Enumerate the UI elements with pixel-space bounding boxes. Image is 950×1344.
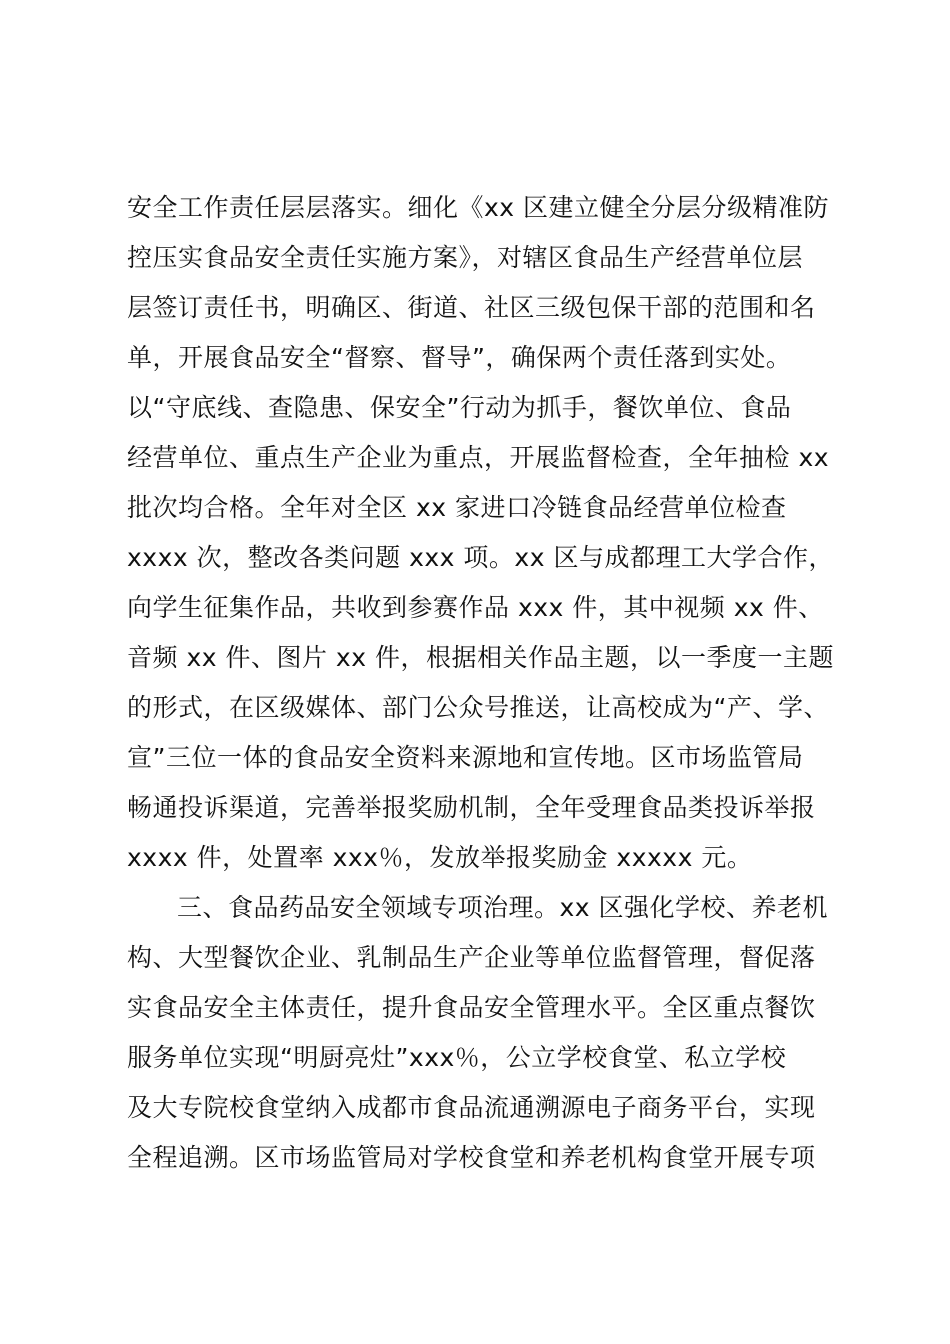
text-line: 全程追溯。区市场监管局对学校食堂和养老机构食堂开展专项 (127, 1143, 816, 1172)
text-line: 控压实食品安全责任实施方案》，对辖区食品生产经营单位层 (127, 243, 804, 272)
text-line: 畅通投诉渠道，完善举报奖励机制，全年受理食品类投诉举报 (127, 793, 816, 822)
text-line: 服务单位实现“明厨亮灶”xxx％，公立学校食堂、私立学校 (127, 1043, 787, 1072)
text-line: 构、大型餐饮企业、乳制品生产企业等单位监督管理，督促落 (127, 943, 816, 972)
text-line: 实食品安全主体责任，提升食品安全管理水平。全区重点餐饮 (127, 993, 816, 1022)
text-line: 批次均合格。全年对全区 xx 家进口冷链食品经营单位检查 (127, 493, 787, 522)
text-line: 以“守底线、查隐患、保安全”行动为抓手，餐饮单位、食品 (127, 393, 792, 422)
section-heading-line: 三、食品药品安全领域专项治理。xx 区强化学校、养老机 (177, 893, 829, 922)
text-line: xxxx 次，整改各类问题 xxx 项。xx 区与成都理工大学合作， (127, 543, 834, 572)
text-line: 向学生征集作品，共收到参赛作品 xxx 件，其中视频 xx 件、 (127, 593, 824, 622)
body-text (127, 183, 867, 1183)
text-line: 宣”三位一体的食品安全资料来源地和宣传地。区市场监管局 (127, 743, 804, 772)
text-line: 单，开展食品安全“督察、督导”，确保两个责任落到实处。 (127, 343, 792, 372)
text-line: 音频 xx 件、图片 xx 件，根据相关作品主题，以一季度一主题 (127, 643, 834, 672)
text-line: 的形式，在区级媒体、部门公众号推送，让高校成为“产、学、 (127, 693, 829, 722)
text-line: xxxx 件，处置率 xxx％，发放举报奖励金 xxxxx 元。 (127, 843, 753, 872)
text-line: 经营单位、重点生产企业为重点，开展监督检查，全年抽检 xx (127, 443, 830, 472)
text-line: 安全工作责任层层落实。细化《xx 区建立健全分层分级精准防 (127, 193, 830, 222)
text-line: 及大专院校食堂纳入成都市食品流通溯源电子商务平台，实现 (127, 1093, 816, 1122)
text-line: 层签订责任书，明确区、街道、社区三级包保干部的范围和名 (127, 293, 816, 322)
